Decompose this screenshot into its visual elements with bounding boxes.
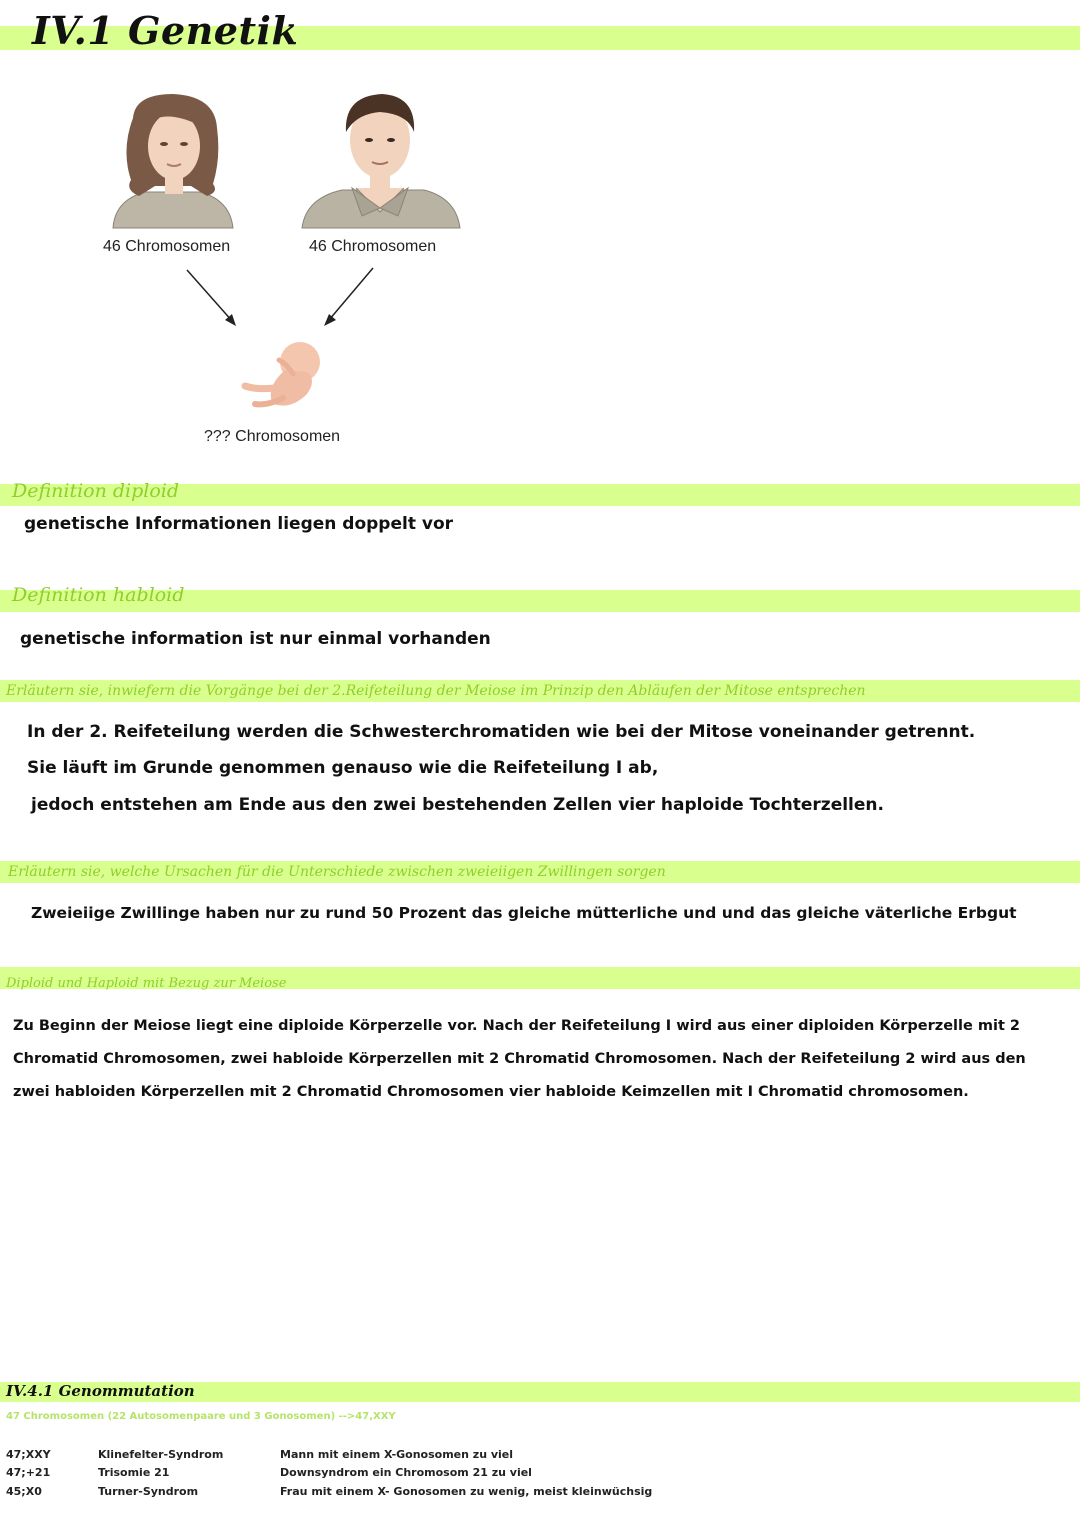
child-chromosome-label: ??? Chromosomen [204, 428, 341, 445]
woman-portrait-icon [113, 94, 233, 228]
section-heading-diploid: Definition diploid [12, 480, 180, 502]
reifeteilung-text-line-2: Sie läuft im Grunde genommen genauso wie die Reifeteilung I ab, [27, 758, 659, 778]
mutation-code: 47;+21 [6, 1466, 51, 1479]
mutation-name: Klinefelter-Syndrom [98, 1448, 224, 1461]
mutation-description: Downsyndrom ein Chromosom 21 zu viel [280, 1466, 532, 1479]
meiose-text-line-2: Chromatid Chromosomen, zwei habloide Körperzellen mit 2 Chromatid Chromosomen. Nach der Reifeteilung 2 wird aus den [13, 1051, 1026, 1067]
mutation-code: 47;XXY [6, 1448, 51, 1461]
mutation-code: 45;X0 [6, 1485, 42, 1498]
habloid-definition-text: genetische information ist nur einmal vorhanden [20, 629, 491, 649]
man-portrait-icon [302, 94, 460, 228]
mutation-description: Frau mit einem X- Gonosomen zu wenig, meist kleinwüchsig [280, 1485, 653, 1498]
reifeteilung-text-line-3: jedoch entstehen am Ende aus den zwei bestehenden Zellen vier haploide Tochterzellen. [31, 795, 884, 815]
page-title: IV.1 Genetik [32, 8, 299, 53]
genommutation-subheading: 47 Chromosomen (22 Autosomenpaare und 3 Gonosomen) -->47,XXY [6, 1411, 396, 1422]
mother-chromosome-label: 46 Chromosomen [103, 238, 231, 255]
section-heading-reifeteilung: Erläutern sie, inwiefern die Vorgänge bei der 2.Reifeteilung der Meiose im Prinzip den Abläufen der Mitose entsprechen [6, 683, 866, 699]
fetus-illustration-icon [245, 342, 320, 406]
section-heading-habloid: Definition habloid [12, 584, 185, 606]
meiose-text-line-1: Zu Beginn der Meiose liegt eine diploide Körperzelle vor. Nach der Reifeteilung I wird aus einer diploiden Körperzelle mit 2 [13, 1018, 1021, 1034]
section-heading-zwillinge: Erläutern sie, welche Ursachen für die Unterschiede zwischen zweieiigen Zwillingen sorgen [8, 864, 666, 880]
father-chromosome-label: 46 Chromosomen [309, 238, 437, 255]
genommutation-heading: IV.4.1 Genommutation [6, 1382, 195, 1400]
arrow-down-right-icon [187, 270, 236, 326]
mutation-name: Trisomie 21 [98, 1466, 170, 1479]
arrow-down-left-icon [324, 268, 373, 326]
reifeteilung-text-line-1: In der 2. Reifeteilung werden die Schwesterchromatiden wie bei der Mitose voneinander getrennt. [27, 722, 976, 742]
mutation-name: Turner-Syndrom [98, 1485, 199, 1498]
zwillinge-text: Zweieiige Zwillinge haben nur zu rund 50 Prozent das gleiche mütterliche und und das gleiche väterliche Erbgut [31, 904, 1017, 922]
section-heading-meiose: Diploid und Haploid mit Bezug zur Meiose [6, 976, 287, 991]
mutation-description: Mann mit einem X-Gonosomen zu viel [280, 1448, 514, 1461]
meiose-text-line-3: zwei habloiden Körperzellen mit 2 Chromatid Chromosomen vier habloide Keimzellen mit I Chromatid chromosomen. [13, 1084, 969, 1100]
diploid-definition-text: genetische Informationen liegen doppelt vor [24, 514, 454, 534]
